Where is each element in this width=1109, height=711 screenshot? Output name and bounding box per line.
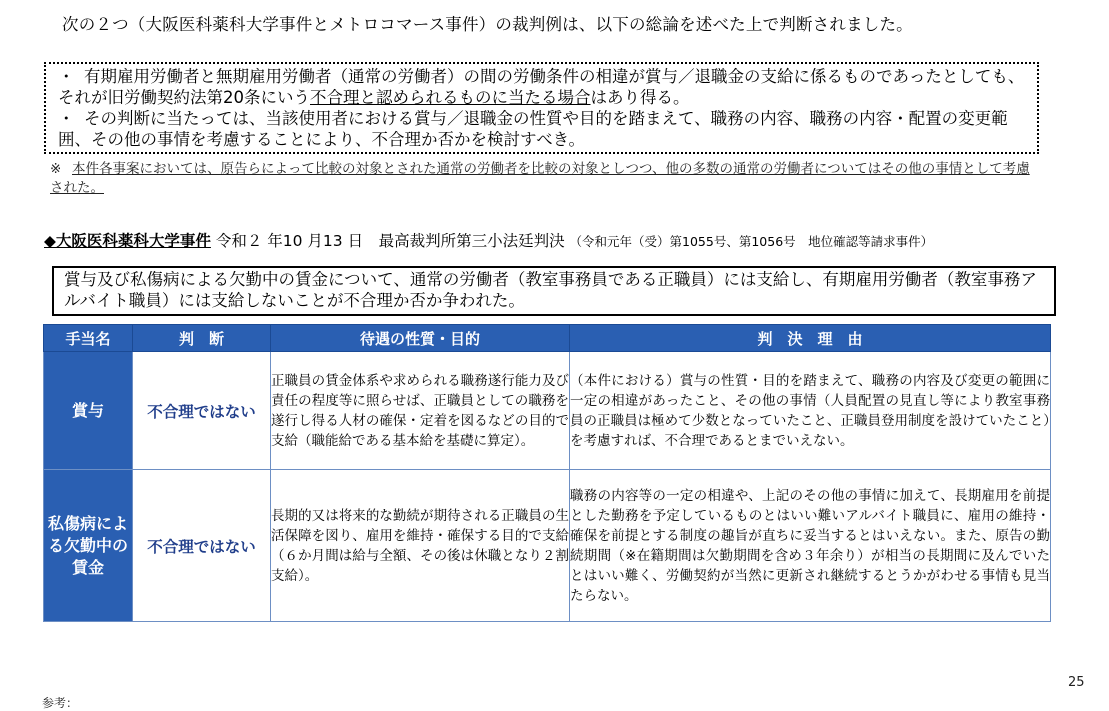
row-allowance-name: 私傷病による欠勤中の賃金 <box>44 470 133 622</box>
bullet-1-text: 有期雇用労働者と無期雇用労働者（通常の労働者）の間の労働条件の相違が賞与／退職金の支給に係るものであったとしても、それが旧労働契約法第20条にいう <box>58 67 1025 107</box>
header-allowance: 手当名 <box>44 325 133 352</box>
row-reason: （本件における）賞与の性質・目的を踏まえて、職務の内容及び変更の範囲に一定の相違があったこと、その他の事情（人員配置の見直し等により教室事務員の正職員は極めて少数となっていたこと、正職員登用制度を設けていたこと）を考慮すれば、不合理であるとまでいえない。 <box>570 352 1051 470</box>
summary-bullet-1 <box>58 66 1033 108</box>
header-nature: 待遇の性質・目的 <box>271 325 570 352</box>
summary-bullet-2 <box>58 108 1033 150</box>
issue-box: 賞与及び私傷病による欠勤中の賃金について、通常の労働者（教室事務員である正職員）には支給し、有期雇用労働者（教室事務アルバイト職員）には支給しないことが不合理か否か争われた。 <box>52 266 1056 316</box>
case-date-court: 令和２ 年10 月13 日 最高裁判所第三小法廷判決 <box>215 232 565 250</box>
header-reason: 判 決 理 由 <box>570 325 1051 352</box>
judgment-table <box>43 324 1051 622</box>
intro-text: 次の２つ（大阪医科薬科大学事件とメトロコマース事件）の裁判例は、以下の総論を述べた上で判断されました。 <box>62 15 913 34</box>
note-text: 本件各事案においては、原告らによって比較の対象とされた通常の労働者を比較の対象としつつ、他の多数の通常の労働者についてはその他の事情として考慮された。 <box>50 161 1030 196</box>
bullet-mark: ・ <box>58 109 75 128</box>
bullet-1-underlined: 不合理と認められるものに当たる場合 <box>310 88 591 107</box>
bullet-1-tail: はあり得る。 <box>590 88 690 107</box>
row-nature: 長期的又は将来的な勤続が期待される正職員の生活保障を図り、雇用を維持・確保する目的で支給（６か月間は給与全額、その後は休職となり２割支給）。 <box>271 470 570 622</box>
row-allowance-name: 賞与 <box>44 352 133 470</box>
case-name: ◆大阪医科薬科大学事件 <box>44 232 211 250</box>
bullet-mark: ・ <box>58 67 75 86</box>
row-verdict: 不合理ではない <box>133 352 271 470</box>
case-heading <box>44 232 1104 251</box>
bullet-2-text: その判断に当たっては、当該使用者における賞与／退職金の性質や目的を踏まえて、職務の内容、職務の内容・配置の変更範囲、その他の事情を考慮することにより、不合理か否かを検討すべき。 <box>58 109 1008 149</box>
row-nature: 正職員の賃金体系や求められる職務遂行能力及び責任の程度等に照らせば、正職員としての職務を遂行し得る人材の確保・定着を図るなどの目的で支給（職能給である基本給を基礎に算定）。 <box>271 352 570 470</box>
header-judgment: 判 断 <box>133 325 271 352</box>
footnote <box>50 160 1040 198</box>
summary-box <box>44 62 1039 154</box>
footer-reference: 参考： <box>42 696 79 710</box>
row-reason: 職務の内容等の一定の相違や、上記のその他の事情に加えて、長期雇用を前提とした勤務を予定しているものとはいい難いアルバイト職員に、雇用の維持・確保を前提とする制度の趣旨が直ちに妥当するとはいえない。また、原告の勤続期間（※在籍期間は欠勤期間を含め３年余り）が相当の長期間に及んでいたとはいい難く、労働契約が当然に更新され継続するとうかがわせる事情も見当たらない。 <box>570 470 1051 622</box>
case-detail: （令和元年（受）第1055号、第1056号 地位確認等請求事件） <box>569 234 934 249</box>
page-number: 25 <box>1068 675 1085 690</box>
table-row <box>44 470 1051 622</box>
table-header-row <box>44 325 1051 352</box>
note-mark: ※ <box>50 161 62 177</box>
table-row <box>44 352 1051 470</box>
row-verdict: 不合理ではない <box>133 470 271 622</box>
